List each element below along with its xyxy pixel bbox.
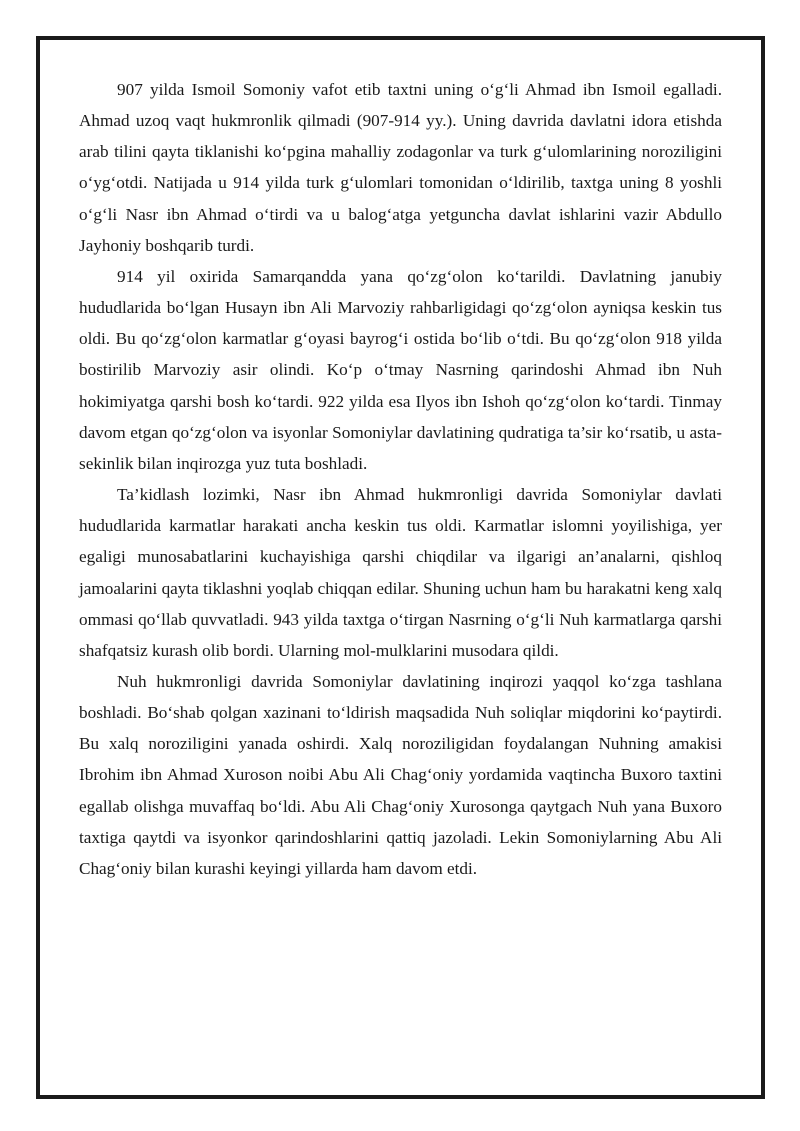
paragraph-karmat-movement: Ta’kidlash lozimki, Nasr ibn Ahmad hukmronligi davrida Somoniylar davlati hududlarida karmatlar harakati ancha keskin tus oldi. Karmatlar islomni yoyilishiga, yer egaligi munosabatlarini kuchayishiga qarshi chiqdilar va ilgarigi an’analarni, qishloq jamoalarini qayta tiklashni yoqlab chiqqan edilar. Shuning uchun ham bu harakatni keng xalq ommasi qo‘llab quvvatladi. 943 yilda taxtga o‘tirgan Nasrning o‘g‘li Nuh karmatlarga qarshi shafqatsiz kurash olib bordi. Ularning mol-mulklarini musodara qildi.: [79, 485, 722, 660]
paragraph-samarqand-uprising: 914 yil oxirida Samarqandda yana qo‘zg‘olon ko‘tarildi. Davlatning janubiy hududlarida bo‘lgan Husayn ibn Ali Marvoziy rahbarligidagi qo‘zg‘olon ayniqsa keskin tus oldi. Bu qo‘zg‘olon karmatlar g‘oyasi bayrog‘i ostida bo‘lib o‘tdi. Bu qo‘zg‘olon 918 yilda bostirilib Marvoziy asir olindi. Ko‘p o‘tmay Nasrning qarindoshi Ahmad ibn Nuh hokimiyatga qarshi bosh ko‘tardi. 922 yilda esa Ilyos ibn Ishoh qo‘zg‘olon ko‘tardi. Tinmay davom etgan qo‘zg‘olon va isyonlar Somoniylar davlatining qudratiga ta’sir ko‘rsatib, u asta-sekinlik bilan inqirozga yuz tuta boshladi.: [79, 266, 722, 473]
page-border-frame: [36, 36, 765, 1099]
paragraph-ahmad-succession: 907 yilda Ismoil Somoniy vafot etib taxtni uning o‘g‘li Ahmad ibn Ismoil egalladi. Ahmad uzoq vaqt hukmronlik qilmadi (907-914 yy.). Uning davrida davlatni idora etishda arab tilini qayta tiklanishi ko‘pgina mahalliy zodagonlar va turk g‘ulomlarining noroziligini o‘yg‘otdi. Natijada u 914 yilda turk g‘ulomlari tomonidan o‘ldirilib, taxtga uning 8 yoshli o‘g‘li Nasr ibn Ahmad o‘tirdi va u balog‘atga yetguncha davlat ishlarini vazir Abdullo Jayhoniy boshqarib turdi.: [79, 80, 722, 255]
paragraph-nuh-reign: Nuh hukmronligi davrida Somoniylar davlatining inqirozi yaqqol ko‘zga tashlana boshladi. Bo‘shab qolgan xazinani to‘ldirish maqsadida Nuh soliqlar miqdorini ko‘paytirdi. Bu xalq noroziligini yanada oshirdi. Xalq noroziligidan foydalangan Nuhning amakisi Ibrohim ibn Ahmad Xuroson noibi Abu Ali Chag‘oniy yordamida vaqtincha Buxoro taxtini egallab olishga muvaffaq bo‘ldi. Abu Ali Chag‘oniy Xurosonga qaytgach Nuh yana Buxoro taxtiga qaytdi va isyonkor qarindoshlarini qattiq jazoladi. Lekin Somoniylarning Abu Ali Chag‘oniy bilan kurashi keyingi yillarda ham davom etdi.: [79, 671, 722, 878]
document-body: [79, 74, 722, 884]
